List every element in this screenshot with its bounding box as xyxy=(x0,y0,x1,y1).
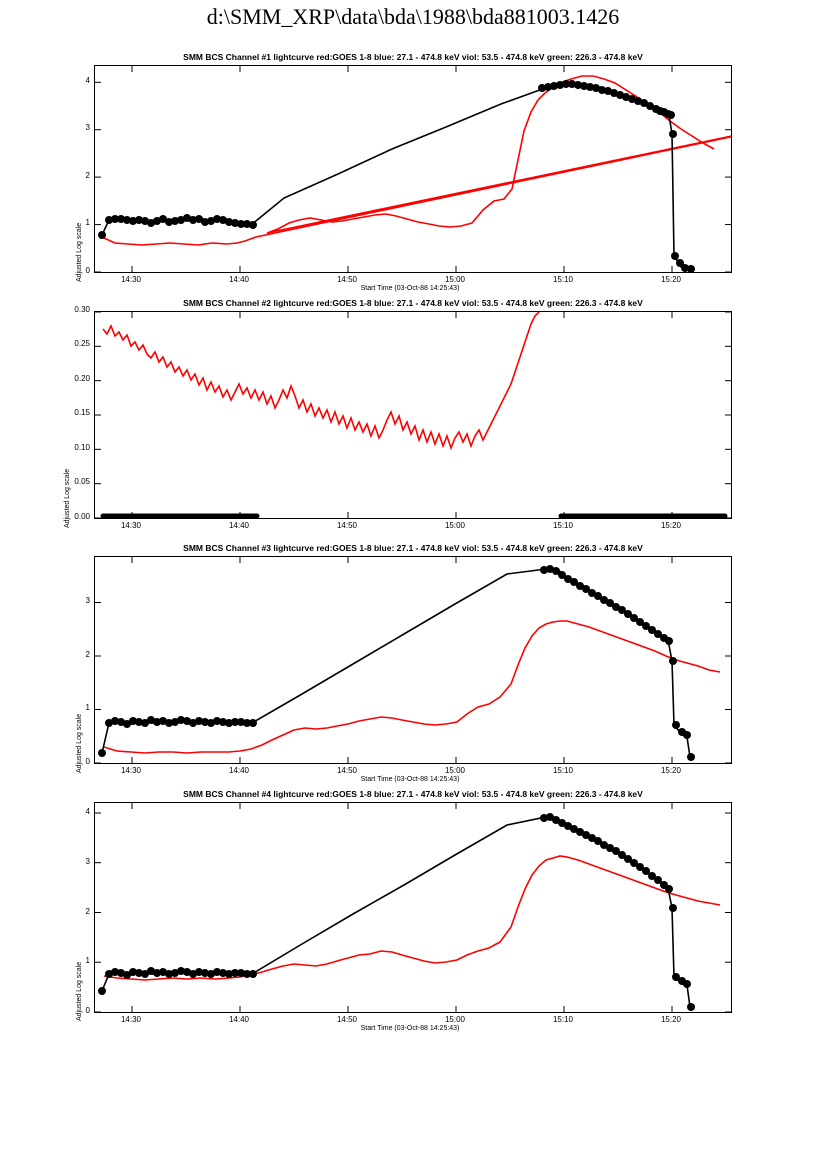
ytick-1-2: 2 xyxy=(85,171,90,180)
ytick-2-3: 0.15 xyxy=(74,408,90,417)
data-points-1 xyxy=(98,80,695,272)
plot-area-3 xyxy=(94,556,732,764)
xtick-3-3: 15:00 xyxy=(444,766,466,775)
ytick-2-5: 0.25 xyxy=(74,339,90,348)
xtick-2-1: 14:40 xyxy=(228,521,250,530)
panel-title-2: SMM BCS Channel #2 lightcurve red:GOES 1-8 blue: 27.1 - 474.8 keV viol: 53.5 - 474.8 keV green: 226.3 - 474.8 keV xyxy=(183,298,643,308)
panel-title-1: SMM BCS Channel #1 lightcurve red:GOES 1-8 blue: 27.1 - 474.8 keV viol: 53.5 - 474.8 keV green: 226.3 - 474.8 keV xyxy=(183,52,643,62)
plot-area-1 xyxy=(94,65,732,273)
xtick-3-5: 15:20 xyxy=(660,766,682,775)
xtick-1-2: 14:50 xyxy=(336,275,358,284)
xtick-4-4: 15:10 xyxy=(552,1015,574,1024)
panel-title-4: SMM BCS Channel #4 lightcurve red:GOES 1-8 blue: 27.1 - 474.8 keV viol: 53.5 - 474.8 keV green: 226.3 - 474.8 keV xyxy=(183,789,643,799)
ytick-1-4: 4 xyxy=(85,76,90,85)
ytick-4-0: 0 xyxy=(85,1006,90,1015)
x-axis-label-3: Start Time (03-Oct-88 14:25:43) xyxy=(360,776,460,783)
y-axis-label-1: Adjusted Log scale xyxy=(76,222,83,282)
panel-channel-2 xyxy=(0,298,826,546)
ytick-1-0: 0 xyxy=(85,266,90,275)
data-points-4 xyxy=(98,813,695,1011)
y-axis-label-3: Adjusted Log scale xyxy=(76,713,83,773)
xtick-4-1: 14:40 xyxy=(228,1015,250,1024)
xtick-4-0: 14:30 xyxy=(120,1015,142,1024)
ytick-2-0: 0.00 xyxy=(74,512,90,521)
ytick-4-4: 4 xyxy=(85,807,90,816)
chart-svg-1 xyxy=(95,66,731,272)
xtick-1-4: 15:10 xyxy=(552,275,574,284)
xtick-4-3: 15:00 xyxy=(444,1015,466,1024)
ytick-4-3: 3 xyxy=(85,857,90,866)
xtick-2-0: 14:30 xyxy=(120,521,142,530)
chart-svg-4 xyxy=(95,803,731,1012)
xtick-3-2: 14:50 xyxy=(336,766,358,775)
panel-channel-1 xyxy=(0,52,826,297)
xtick-1-1: 14:40 xyxy=(228,275,250,284)
page-title: d:\SMM_XRP\data\bda\1988\bda881003.1426 xyxy=(206,4,620,29)
chart-svg-2 xyxy=(95,312,731,518)
xtick-1-3: 15:00 xyxy=(444,275,466,284)
xtick-2-4: 15:10 xyxy=(552,521,574,530)
xtick-1-5: 15:20 xyxy=(660,275,682,284)
xtick-3-0: 14:30 xyxy=(120,766,142,775)
ytick-1-3: 3 xyxy=(85,123,90,132)
panel-title-3: SMM BCS Channel #3 lightcurve red:GOES 1-8 blue: 27.1 - 474.8 keV viol: 53.5 - 474.8 keV green: 226.3 - 474.8 keV xyxy=(183,543,643,553)
panel-channel-3 xyxy=(0,543,826,788)
xtick-2-5: 15:20 xyxy=(660,521,682,530)
xtick-4-2: 14:50 xyxy=(336,1015,358,1024)
xtick-3-4: 15:10 xyxy=(552,766,574,775)
panel-channel-4 xyxy=(0,789,826,1039)
ytick-3-3: 3 xyxy=(85,596,90,605)
ytick-4-2: 2 xyxy=(85,907,90,916)
ytick-3-1: 1 xyxy=(85,703,90,712)
data-points-3 xyxy=(98,565,695,761)
x-axis-label-1: Start Time (03-Oct-88 14:25:43) xyxy=(360,285,460,292)
ytick-3-2: 2 xyxy=(85,650,90,659)
xtick-2-3: 15:00 xyxy=(444,521,466,530)
plot-area-2 xyxy=(94,311,732,519)
plot-area-4 xyxy=(94,802,732,1013)
ytick-2-4: 0.20 xyxy=(74,374,90,383)
xtick-2-2: 14:50 xyxy=(336,521,358,530)
ytick-3-0: 0 xyxy=(85,757,90,766)
ytick-2-6: 0.30 xyxy=(74,305,90,314)
xtick-3-1: 14:40 xyxy=(228,766,250,775)
y-axis-label-2: Adjusted Log scale xyxy=(64,468,71,528)
xtick-4-5: 15:20 xyxy=(660,1015,682,1024)
y-axis-label-4: Adjusted Log scale xyxy=(76,961,83,1021)
xtick-1-0: 14:30 xyxy=(120,275,142,284)
ytick-2-2: 0.10 xyxy=(74,443,90,452)
ytick-2-1: 0.05 xyxy=(74,477,90,486)
ytick-4-1: 1 xyxy=(85,956,90,965)
x-axis-label-4: Start Time (03-Oct-88 14:25:43) xyxy=(360,1025,460,1032)
chart-svg-3 xyxy=(95,557,731,763)
ytick-1-1: 1 xyxy=(85,218,90,227)
